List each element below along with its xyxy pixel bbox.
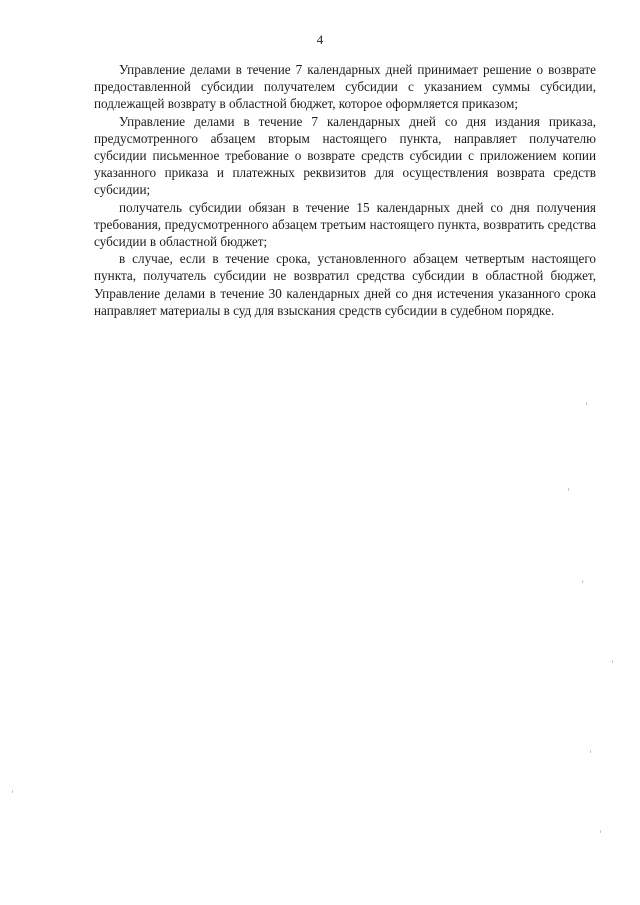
- paragraph-court-recovery: в случае, если в течение срока, установленного абзацем четвертым настоящего пункта, получатель субсидии не возвратил средства субсидии в областной бюджет, Управление делами в течение 30 календарных дней со дня истечения указанного срока направляет материалы в суд для взыскания средств субсидии в судебном порядке.: [94, 251, 596, 318]
- scan-speck: [12, 790, 13, 793]
- page-number: 4: [316, 32, 324, 47]
- document-body: [94, 61, 596, 319]
- scan-speck: [600, 830, 601, 833]
- scan-speck: [590, 750, 591, 753]
- paragraph-return-obligation: получатель субсидии обязан в течение 15 календарных дней со дня получения требования, предусмотренного абзацем третьим настоящего пункта, возвратить средства субсидии в областной бюджет;: [94, 199, 596, 250]
- scan-speck: [568, 488, 569, 491]
- scan-speck: [586, 402, 587, 405]
- scan-speck: [612, 660, 613, 663]
- paragraph-requirement-notice: Управление делами в течение 7 календарных дней со дня издания приказа, предусмотренного абзацем вторым настоящего пункта, направляет получателю субсидии письменное требование о возврате средств субсидии с приложением копии указанного приказа и платежных реквизитов для осуществления возврата средств субсидии;: [94, 113, 596, 198]
- paragraph-decision: Управление делами в течение 7 календарных дней принимает решение о возврате предоставленной субсидии получателем субсидии с указанием суммы субсидии, подлежащей возврату в областной бюджет, которое оформляется приказом;: [94, 62, 596, 112]
- scan-speck: [582, 580, 583, 583]
